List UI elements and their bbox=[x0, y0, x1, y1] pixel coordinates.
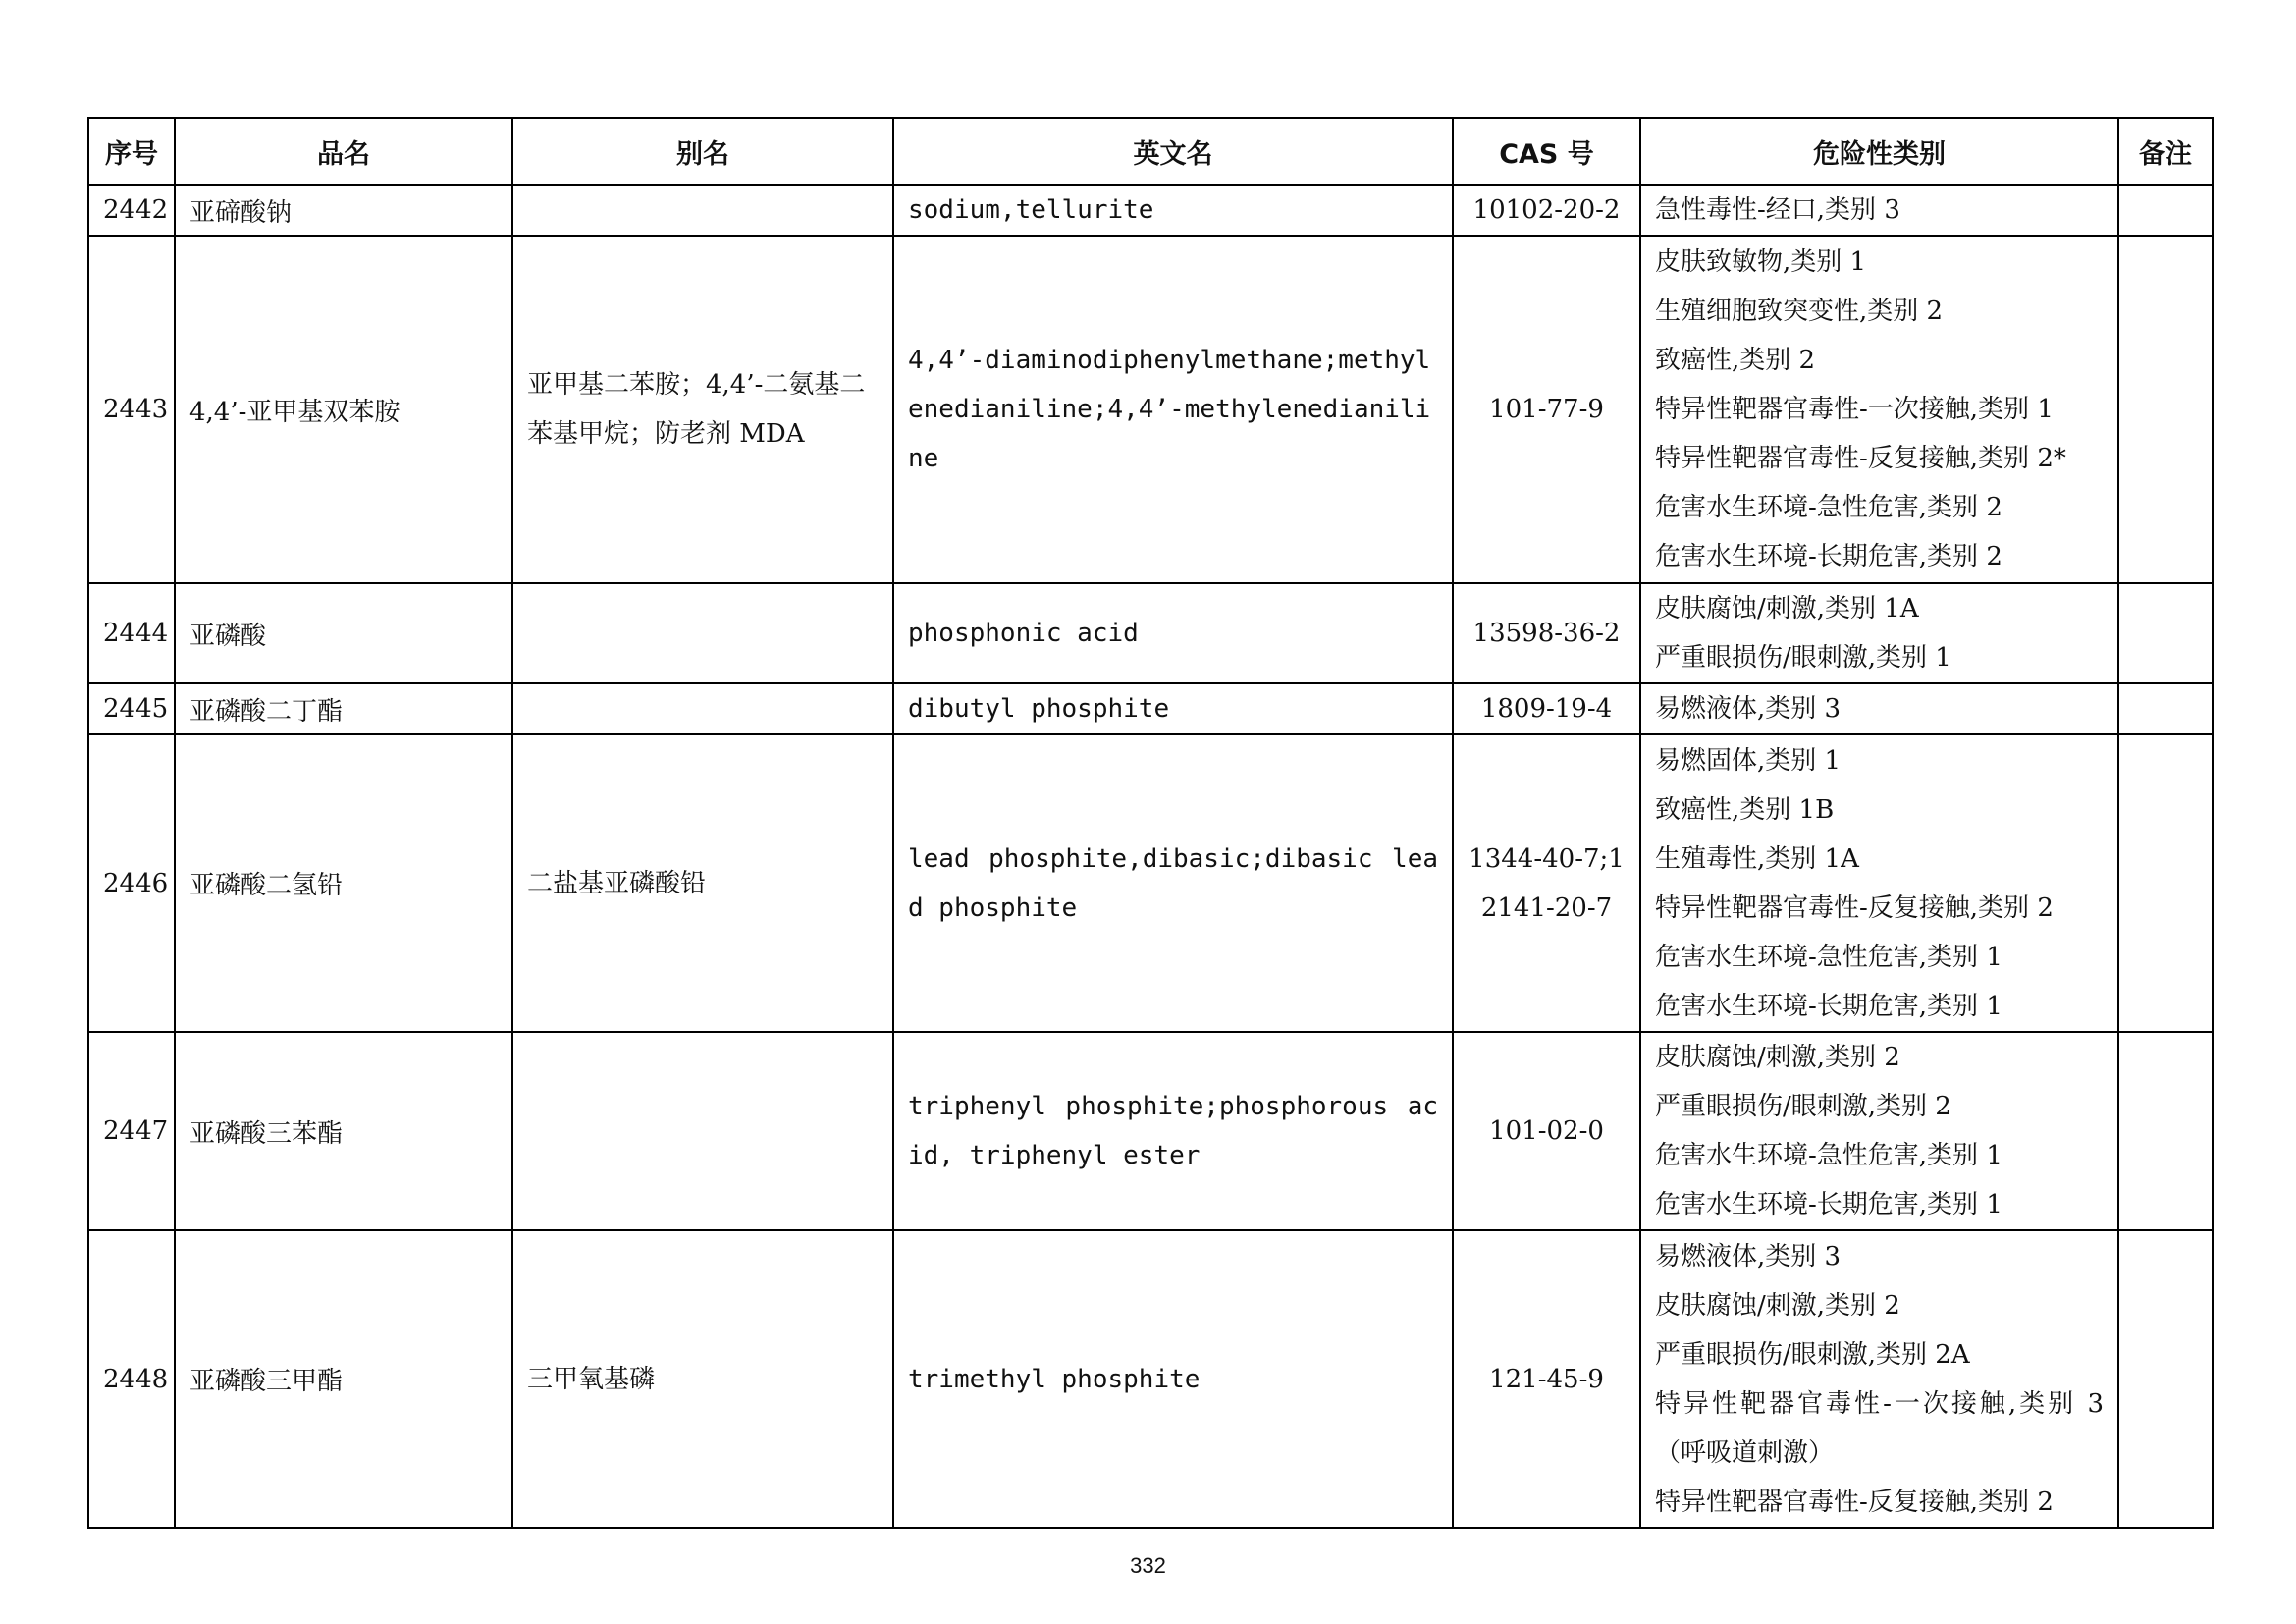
hazardous-chemicals-table bbox=[87, 117, 2214, 1529]
hazard-item: 致癌性,类别 1B bbox=[1655, 794, 1835, 825]
hazard-item: 生殖细胞致突变性,类别 2 bbox=[1655, 297, 1944, 326]
cell-hazard bbox=[1640, 734, 2118, 1032]
header-cas: CAS 号 bbox=[1453, 118, 1640, 185]
cell-cas: 1344-40-7;12141-20-7 bbox=[1453, 734, 1640, 1032]
cell-name: 亚碲酸钠 bbox=[175, 185, 512, 236]
cell-cas: 101-77-9 bbox=[1453, 236, 1640, 583]
cell-name: 亚磷酸二氢铅 bbox=[175, 734, 512, 1032]
table-row bbox=[88, 1230, 2213, 1528]
cell-english: triphenyl phosphite;phosphorous acid, triphenyl ester bbox=[893, 1032, 1453, 1230]
cell-english: trimethyl phosphite bbox=[893, 1230, 1453, 1528]
hazard-item: 易燃液体,类别 3 bbox=[1655, 1241, 1842, 1272]
cell-alias: 二盐基亚磷酸铅 bbox=[512, 734, 893, 1032]
cell-no: 2448 bbox=[88, 1230, 175, 1528]
table-row bbox=[88, 734, 2213, 1032]
cell-hazard bbox=[1640, 236, 2118, 583]
cell-hazard bbox=[1640, 185, 2118, 236]
header-alias: 别名 bbox=[512, 118, 893, 185]
cell-english: 4,4’-diaminodiphenylmethane;methylenedianiline;4,4’-methylenedianiline bbox=[893, 236, 1453, 583]
cell-cas: 10102-20-2 bbox=[1453, 185, 1640, 236]
cell-no: 2442 bbox=[88, 185, 175, 236]
hazard-item: 特异性靶器官毒性-反复接触,类别 2 bbox=[1655, 1487, 2054, 1517]
hazard-item: 皮肤腐蚀/刺激,类别 1A bbox=[1655, 594, 1919, 623]
table-row bbox=[88, 683, 2213, 734]
hazard-item: 皮肤致敏物,类别 1 bbox=[1655, 247, 1867, 277]
hazard-item: 严重眼损伤/眼刺激,类别 2A bbox=[1655, 1339, 1970, 1370]
hazard-item: 特异性靶器官毒性-一次接触,类别 3（呼吸道刺激） bbox=[1655, 1388, 2104, 1468]
cell-no: 2444 bbox=[88, 583, 175, 683]
cell-english: dibutyl phosphite bbox=[893, 683, 1453, 734]
cell-remark bbox=[2118, 236, 2213, 583]
table-header-row bbox=[88, 118, 2213, 185]
cell-cas: 101-02-0 bbox=[1453, 1032, 1640, 1230]
cell-cas: 13598-36-2 bbox=[1453, 583, 1640, 683]
hazard-item: 易燃液体,类别 3 bbox=[1655, 694, 1842, 724]
header-english: 英文名 bbox=[893, 118, 1453, 185]
cell-alias bbox=[512, 1032, 893, 1230]
table-row bbox=[88, 583, 2213, 683]
chemical-list-table-container bbox=[87, 117, 2212, 1529]
hazard-item: 危害水生环境-长期危害,类别 1 bbox=[1655, 1190, 2002, 1219]
cell-alias bbox=[512, 683, 893, 734]
cell-name: 4,4’-亚甲基双苯胺 bbox=[175, 236, 512, 583]
header-no: 序号 bbox=[88, 118, 175, 185]
cell-no: 2446 bbox=[88, 734, 175, 1032]
hazard-item: 严重眼损伤/眼刺激,类别 2 bbox=[1655, 1092, 1951, 1121]
page-number: 332 bbox=[1130, 1553, 1166, 1578]
hazard-item: 危害水生环境-长期危害,类别 2 bbox=[1655, 542, 2002, 571]
hazard-item: 危害水生环境-急性危害,类别 1 bbox=[1655, 942, 2002, 972]
hazard-item: 急性毒性-经口,类别 3 bbox=[1655, 195, 1900, 225]
cell-remark bbox=[2118, 1032, 2213, 1230]
cell-english: lead phosphite,dibasic;dibasic lead phosphite bbox=[893, 734, 1453, 1032]
hazard-item: 危害水生环境-急性危害,类别 1 bbox=[1655, 1141, 2002, 1170]
hazard-item: 危害水生环境-急性危害,类别 2 bbox=[1655, 493, 2002, 522]
hazard-item: 危害水生环境-长期危害,类别 1 bbox=[1655, 991, 2002, 1021]
cell-english: sodium,tellurite bbox=[893, 185, 1453, 236]
cell-name: 亚磷酸 bbox=[175, 583, 512, 683]
cell-alias: 亚甲基二苯胺；4,4’-二氨基二苯基甲烷；防老剂 MDA bbox=[512, 236, 893, 583]
cell-name: 亚磷酸二丁酯 bbox=[175, 683, 512, 734]
cell-hazard bbox=[1640, 583, 2118, 683]
cell-no: 2447 bbox=[88, 1032, 175, 1230]
cell-hazard bbox=[1640, 683, 2118, 734]
cell-cas: 1809-19-4 bbox=[1453, 683, 1640, 734]
hazard-item: 致癌性,类别 2 bbox=[1655, 346, 1816, 375]
header-hazard: 危险性类别 bbox=[1640, 118, 2118, 185]
cell-cas: 121-45-9 bbox=[1453, 1230, 1640, 1528]
cell-english: phosphonic acid bbox=[893, 583, 1453, 683]
hazard-item: 生殖毒性,类别 1A bbox=[1655, 843, 1859, 874]
cell-name: 亚磷酸三甲酯 bbox=[175, 1230, 512, 1528]
cell-no: 2443 bbox=[88, 236, 175, 583]
header-remark: 备注 bbox=[2118, 118, 2213, 185]
hazard-item: 严重眼损伤/眼刺激,类别 1 bbox=[1655, 643, 1951, 673]
cell-remark bbox=[2118, 583, 2213, 683]
hazard-item: 易燃固体,类别 1 bbox=[1655, 745, 1842, 776]
cell-hazard bbox=[1640, 1230, 2118, 1528]
hazard-item: 特异性靶器官毒性-反复接触,类别 2 bbox=[1655, 893, 2054, 923]
cell-remark bbox=[2118, 1230, 2213, 1528]
cell-remark bbox=[2118, 683, 2213, 734]
cell-remark bbox=[2118, 734, 2213, 1032]
cell-alias: 三甲氧基磷 bbox=[512, 1230, 893, 1528]
cell-no: 2445 bbox=[88, 683, 175, 734]
table-row bbox=[88, 1032, 2213, 1230]
header-name: 品名 bbox=[175, 118, 512, 185]
hazard-item: 特异性靶器官毒性-一次接触,类别 1 bbox=[1655, 395, 2054, 424]
table-row bbox=[88, 185, 2213, 236]
hazard-item: 皮肤腐蚀/刺激,类别 2 bbox=[1655, 1290, 1900, 1321]
cell-alias bbox=[512, 583, 893, 683]
hazard-item: 特异性靶器官毒性-反复接触,类别 2* bbox=[1655, 444, 2066, 473]
table-row bbox=[88, 236, 2213, 583]
cell-name: 亚磷酸三苯酯 bbox=[175, 1032, 512, 1230]
hazard-item: 皮肤腐蚀/刺激,类别 2 bbox=[1655, 1043, 1900, 1072]
cell-hazard bbox=[1640, 1032, 2118, 1230]
cell-alias bbox=[512, 185, 893, 236]
cell-remark bbox=[2118, 185, 2213, 236]
